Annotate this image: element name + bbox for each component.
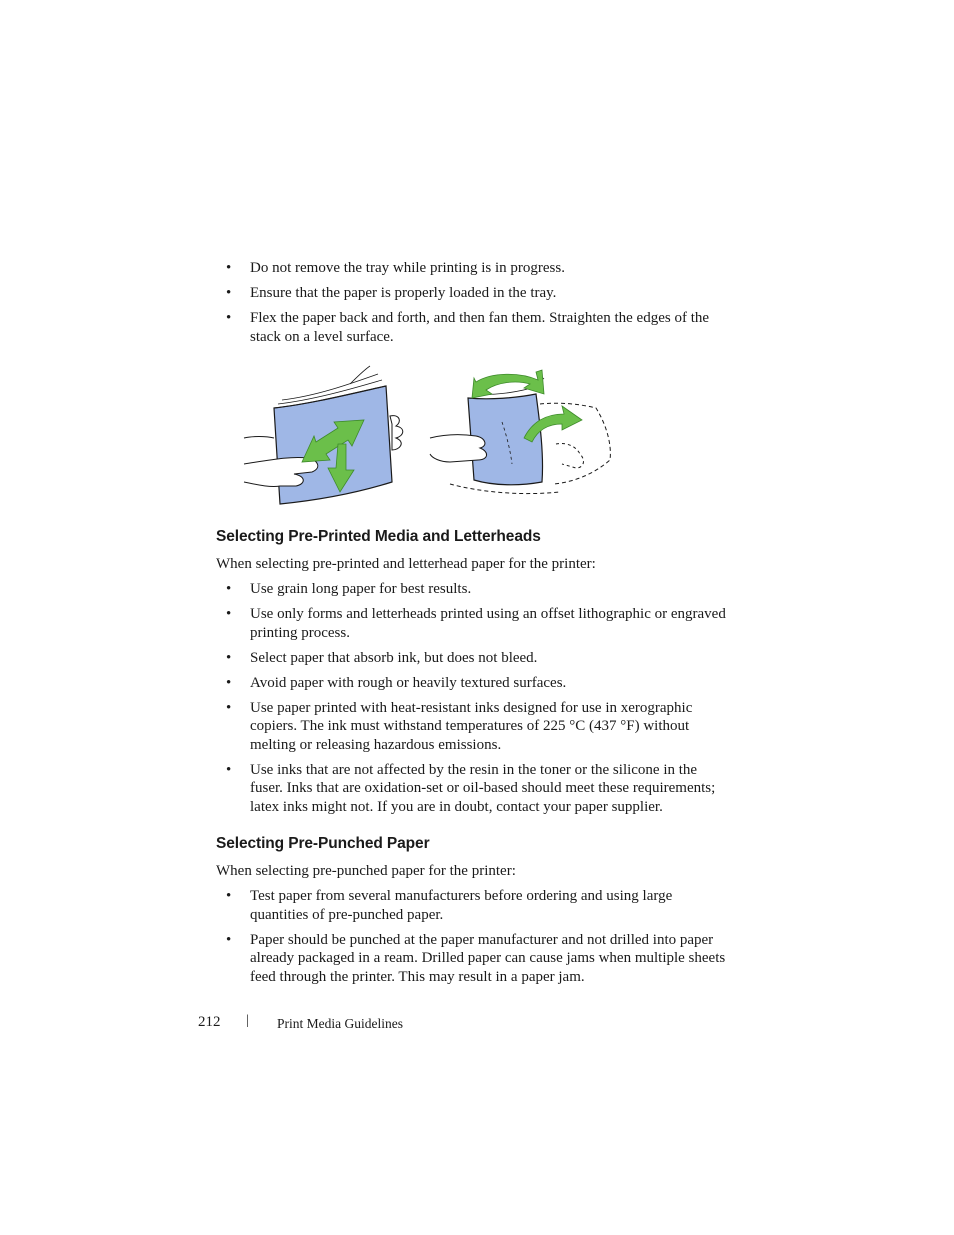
bullet-marker: • bbox=[226, 674, 232, 691]
bullet-marker: • bbox=[226, 761, 232, 778]
list-item bbox=[226, 649, 726, 668]
intro-bullet-list bbox=[226, 259, 726, 353]
bullet-marker: • bbox=[226, 284, 232, 301]
footer-separator: | bbox=[246, 1013, 249, 1028]
list-item bbox=[226, 309, 726, 346]
bullet-marker: • bbox=[226, 260, 232, 276]
list-item bbox=[226, 931, 726, 987]
bullet-marker: • bbox=[226, 699, 232, 716]
list-item bbox=[226, 580, 726, 599]
list-item-text: Test paper from several manufacturers before ordering and using large quantities of pre-punched paper. bbox=[250, 888, 673, 923]
list-item-text: Do not remove the tray while printing is in progress. bbox=[250, 260, 565, 276]
list-item-text: Select paper that absorb ink, but does not bleed. bbox=[250, 649, 538, 666]
paper-illustration-svg bbox=[240, 364, 620, 514]
pre-printed-media-bullet-list bbox=[226, 580, 726, 823]
list-item-text: Use only forms and letterheads printed using an offset lithographic or engraved printing process. bbox=[250, 605, 726, 641]
bullet-marker: • bbox=[226, 649, 232, 666]
list-item-text: Flex the paper back and forth, and then fan them. Straighten the edges of the stack on a level surface. bbox=[250, 309, 710, 345]
bullet-marker: • bbox=[226, 309, 232, 326]
section-heading-pre-punched-paper: Selecting Pre-Punched Paper bbox=[216, 835, 430, 852]
section-intro-pre-punched-paper: When selecting pre-punched paper for the printer: bbox=[216, 863, 516, 879]
bullet-marker: • bbox=[226, 581, 232, 597]
section-heading-pre-printed-media: Selecting Pre-Printed Media and Letterheads bbox=[216, 528, 541, 545]
list-item-text: Use inks that are not affected by the resin in the toner or the silicone in the fuser. Inks that are oxidation-set or oil-based should meet these requirements; latex inks might not. If you are in doubt, contact your paper supplier. bbox=[250, 761, 716, 815]
bullet-marker: • bbox=[226, 888, 232, 904]
list-item bbox=[226, 605, 726, 642]
list-item-text: Avoid paper with rough or heavily textured surfaces. bbox=[250, 674, 567, 691]
list-item-text: Ensure that the paper is properly loaded in the tray. bbox=[250, 284, 557, 301]
list-item-text: Use paper printed with heat-resistant inks designed for use in xerographic copiers. The ink must withstand temperatures of 225 °C (437 °F) without melting or releasing hazardous emissions. bbox=[250, 699, 693, 753]
list-item bbox=[226, 674, 726, 693]
section-intro-pre-printed-media: When selecting pre-printed and letterhead paper for the printer: bbox=[216, 556, 596, 572]
list-item-text: Use grain long paper for best results. bbox=[250, 581, 472, 597]
footer-section-title: Print Media Guidelines bbox=[277, 1016, 403, 1031]
list-item bbox=[226, 887, 726, 924]
bullet-marker: • bbox=[226, 931, 232, 948]
bullet-marker: • bbox=[226, 605, 232, 622]
list-item bbox=[226, 761, 726, 817]
flex-paper-figure bbox=[244, 366, 403, 504]
list-item bbox=[226, 259, 726, 278]
pre-punched-paper-bullet-list bbox=[226, 887, 726, 993]
list-item-text: Paper should be punched at the paper manufacturer and not drilled into paper already packaged in a ream. Drilled paper can cause jams when multiple sheets feed through the printer. This may result in a paper jam. bbox=[250, 931, 726, 985]
page-number: 212 bbox=[198, 1014, 221, 1030]
paper-flex-fan-illustration bbox=[240, 364, 620, 514]
list-item bbox=[226, 699, 726, 755]
fan-paper-figure bbox=[430, 370, 610, 494]
list-item bbox=[226, 284, 726, 303]
